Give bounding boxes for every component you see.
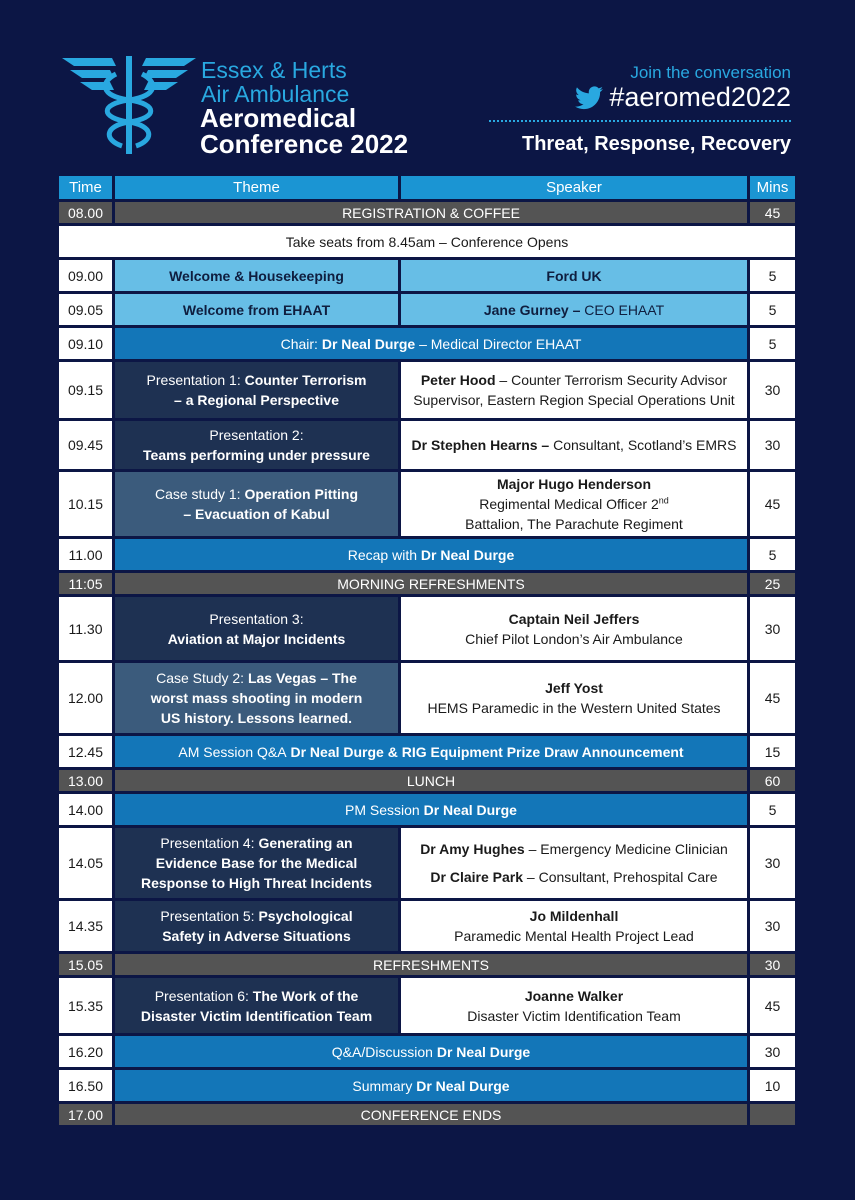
time-cell: 11:05 [59, 573, 112, 594]
table-row [59, 663, 795, 733]
speaker-name: Joanne Walker [524, 987, 624, 1004]
table-row [59, 472, 795, 536]
mins-cell: 10 [750, 1070, 795, 1101]
theme-prefix: Presentation 4: [160, 835, 255, 851]
table-row [59, 770, 795, 791]
table-row [59, 954, 795, 975]
col-header-speaker: Speaker [401, 176, 747, 199]
theme-title-line3: US history. Lessons learned. [160, 710, 353, 726]
speaker-role: – Counter Terrorism Security Advisor [499, 372, 728, 388]
time-cell: 10.15 [59, 472, 112, 536]
speaker-role-2: – Consultant, Prehospital Care [526, 869, 718, 885]
speaker-role: Disaster Victim Identification Team [467, 1007, 681, 1024]
session-prefix: Q&A/Discussion [331, 1043, 433, 1060]
table-row [59, 421, 795, 469]
theme-prefix: Presentation 5: [160, 908, 255, 924]
speaker-cell [401, 828, 747, 898]
speaker-cell [401, 663, 747, 733]
speaker-cell [401, 421, 747, 469]
speaker-cell [401, 362, 747, 418]
time-cell: 09.45 [59, 421, 112, 469]
theme-prefix: Presentation 3: [209, 610, 304, 627]
col-header-theme: Theme [115, 176, 398, 199]
speaker-name: Peter Hood [420, 372, 496, 388]
time-cell: 16.50 [59, 1070, 112, 1101]
theme-title: Aviation at Major Incidents [167, 630, 346, 647]
theme-title-line2: – a Regional Perspective [174, 392, 339, 408]
time-cell: 15.05 [59, 954, 112, 975]
time-cell: 14.35 [59, 901, 112, 951]
mins-cell: 5 [750, 328, 795, 359]
theme-title: The Work of the [252, 987, 359, 1004]
hashtag-text: #aeromed2022 [609, 82, 791, 112]
speaker-cell [401, 597, 747, 660]
session-person: Dr Neal Durge [416, 1077, 510, 1094]
theme-prefix: Case study 1: [154, 486, 241, 502]
table-row [59, 539, 795, 570]
mins-cell: 5 [750, 260, 795, 291]
speaker-role-line3: Battalion, The Parachute Regiment [465, 516, 683, 532]
mins-cell: 30 [750, 421, 795, 469]
session-cell [115, 736, 747, 767]
session-suffix: – Medical Director EHAAT [419, 335, 582, 352]
time-cell: 09.10 [59, 328, 112, 359]
theme-prefix: Presentation 1: [146, 372, 241, 388]
mins-cell: 30 [750, 362, 795, 418]
break-label: REFRESHMENTS [115, 954, 747, 975]
mins-cell [750, 1104, 795, 1125]
speaker-role: Consultant, Scotland’s EMRS [553, 437, 737, 453]
conference-title-line1: Aeromedical [200, 103, 357, 133]
theme-title-line2: Disaster Victim Identification Team [140, 1007, 373, 1024]
table-header-row [59, 176, 795, 199]
theme-title-line2: worst mass shooting in modern [150, 690, 363, 706]
speaker-role-line2: Supervisor, Eastern Region Special Operations Unit [413, 392, 735, 408]
mins-cell: 30 [750, 828, 795, 898]
theme-cell [115, 362, 398, 418]
table-row [59, 901, 795, 951]
table-row [59, 260, 795, 291]
theme-title-line2: Evidence Base for the Medical [155, 855, 358, 871]
table-row [59, 226, 795, 257]
twitter-bird-icon [575, 86, 603, 110]
table-row [59, 597, 795, 660]
dotted-divider [489, 120, 791, 122]
col-header-mins: Mins [750, 176, 795, 199]
theme-title-line3: Response to High Threat Incidents [140, 875, 373, 891]
table-row [59, 1104, 795, 1125]
speaker-cell [401, 472, 747, 536]
speaker-name: Jeff Yost [545, 680, 603, 696]
theme-cell [115, 978, 398, 1033]
header [0, 0, 855, 178]
table-row [59, 1070, 795, 1101]
mins-cell: 30 [750, 901, 795, 951]
theme-title: Counter Terrorism [244, 372, 367, 388]
session-cell [115, 328, 747, 359]
time-cell: 14.05 [59, 828, 112, 898]
theme-cell [115, 828, 398, 898]
theme-cell [115, 663, 398, 733]
schedule-table [59, 176, 795, 1128]
theme-title: Las Vegas – The [247, 670, 357, 686]
session-prefix: Summary [352, 1077, 413, 1094]
mins-cell: 60 [750, 770, 795, 791]
theme-cell: Welcome from EHAAT [115, 294, 398, 325]
mins-cell: 5 [750, 539, 795, 570]
break-label: MORNING REFRESHMENTS [115, 573, 747, 594]
speaker-cell [401, 978, 747, 1033]
speaker-role: CEO EHAAT [584, 301, 665, 318]
session-prefix: PM Session [345, 801, 420, 818]
theme-cell [115, 901, 398, 951]
session-prefix: Chair: [280, 335, 318, 352]
theme-prefix: Presentation 2: [209, 427, 304, 443]
session-person: Dr Neal Durge [420, 546, 515, 563]
speaker-name: Captain Neil Jeffers [508, 610, 640, 627]
session-cell [115, 794, 747, 825]
time-cell: 14.00 [59, 794, 112, 825]
theme-title: Operation Pitting [244, 486, 359, 502]
theme-title: Psychological [258, 908, 353, 924]
theme-prefix: Case Study 2: [156, 670, 245, 686]
mins-cell: 45 [750, 472, 795, 536]
session-person: Dr Neal Durge [423, 801, 517, 818]
speaker-role: Paramedic Mental Health Project Lead [454, 928, 694, 944]
speaker-name: Dr Amy Hughes [420, 841, 525, 857]
mins-cell: 45 [750, 202, 795, 223]
time-cell: 11.30 [59, 597, 112, 660]
session-prefix: AM Session Q&A [178, 743, 287, 760]
speaker-cell [401, 294, 747, 325]
tagline: Threat, Response, Recovery [522, 133, 791, 155]
org-name-line1: Essex & Herts [201, 57, 347, 83]
mins-cell: 25 [750, 573, 795, 594]
time-cell: 12.45 [59, 736, 112, 767]
table-row [59, 202, 795, 223]
time-cell: 08.00 [59, 202, 112, 223]
table-row [59, 978, 795, 1033]
speaker-role: HEMS Paramedic in the Western United States [427, 700, 721, 716]
speaker-name-2: Dr Claire Park [430, 869, 524, 885]
session-cell [115, 1036, 747, 1067]
table-row [59, 573, 795, 594]
session-prefix: Recap with [347, 546, 417, 563]
org-name-line2: Air Ambulance [201, 81, 350, 107]
mins-cell: 45 [750, 663, 795, 733]
time-cell: 13.00 [59, 770, 112, 791]
table-row [59, 294, 795, 325]
table-row [59, 1036, 795, 1067]
speaker-role: – Emergency Medicine Clinician [528, 841, 728, 857]
break-label: LUNCH [115, 770, 747, 791]
theme-title: Teams performing under pressure [143, 447, 370, 463]
speaker-cell: Ford UK [401, 260, 747, 291]
speaker-role: Regimental Medical Officer 2 [479, 496, 659, 512]
theme-cell [115, 597, 398, 660]
mins-cell: 15 [750, 736, 795, 767]
mins-cell: 30 [750, 597, 795, 660]
speaker-name: Jane Gurney – [483, 301, 581, 318]
announcement-cell: Take seats from 8.45am – Conference Opens [59, 226, 795, 257]
time-cell: 12.00 [59, 663, 112, 733]
table-row [59, 828, 795, 898]
time-cell: 16.20 [59, 1036, 112, 1067]
mins-cell: 30 [750, 1036, 795, 1067]
theme-title-line2: Safety in Adverse Situations [162, 928, 351, 944]
hashtag-block [575, 82, 791, 113]
table-row [59, 328, 795, 359]
session-cell [115, 1070, 747, 1101]
theme-prefix: Presentation 6: [154, 987, 249, 1004]
time-cell: 17.00 [59, 1104, 112, 1125]
mins-cell: 5 [750, 794, 795, 825]
theme-title-line2: – Evacuation of Kabul [183, 506, 330, 522]
speaker-name: Jo Mildenhall [529, 908, 619, 924]
caduceus-wings-logo-icon [60, 52, 198, 156]
session-person: Dr Neal Durge [321, 335, 416, 352]
table-row [59, 736, 795, 767]
speaker-name: Dr Stephen Hearns – [411, 437, 550, 453]
mins-cell: 30 [750, 954, 795, 975]
conference-title-line2: Conference 2022 [200, 129, 409, 159]
speaker-role: Chief Pilot London’s Air Ambulance [465, 630, 683, 647]
mins-cell: 5 [750, 294, 795, 325]
break-label: CONFERENCE ENDS [115, 1104, 747, 1125]
theme-cell [115, 472, 398, 536]
time-cell: 15.35 [59, 978, 112, 1033]
table-row [59, 794, 795, 825]
time-cell: 11.00 [59, 539, 112, 570]
col-header-time: Time [59, 176, 112, 199]
mins-cell: 45 [750, 978, 795, 1033]
speaker-name: Major Hugo Henderson [496, 476, 651, 492]
time-cell: 09.00 [59, 260, 112, 291]
theme-title: Generating an [258, 835, 353, 851]
session-cell [115, 539, 747, 570]
speaker-role-sup: nd [658, 495, 669, 506]
time-cell: 09.05 [59, 294, 112, 325]
break-label: REGISTRATION & COFFEE [115, 202, 747, 223]
session-person: Dr Neal Durge [436, 1043, 531, 1060]
speaker-cell [401, 901, 747, 951]
table-row [59, 362, 795, 418]
session-person: Dr Neal Durge & RIG Equipment Prize Draw Announcement [290, 743, 684, 760]
theme-cell [115, 421, 398, 469]
theme-cell: Welcome & Housekeeping [115, 260, 398, 291]
time-cell: 09.15 [59, 362, 112, 418]
join-conversation-text: Join the conversation [630, 63, 791, 82]
